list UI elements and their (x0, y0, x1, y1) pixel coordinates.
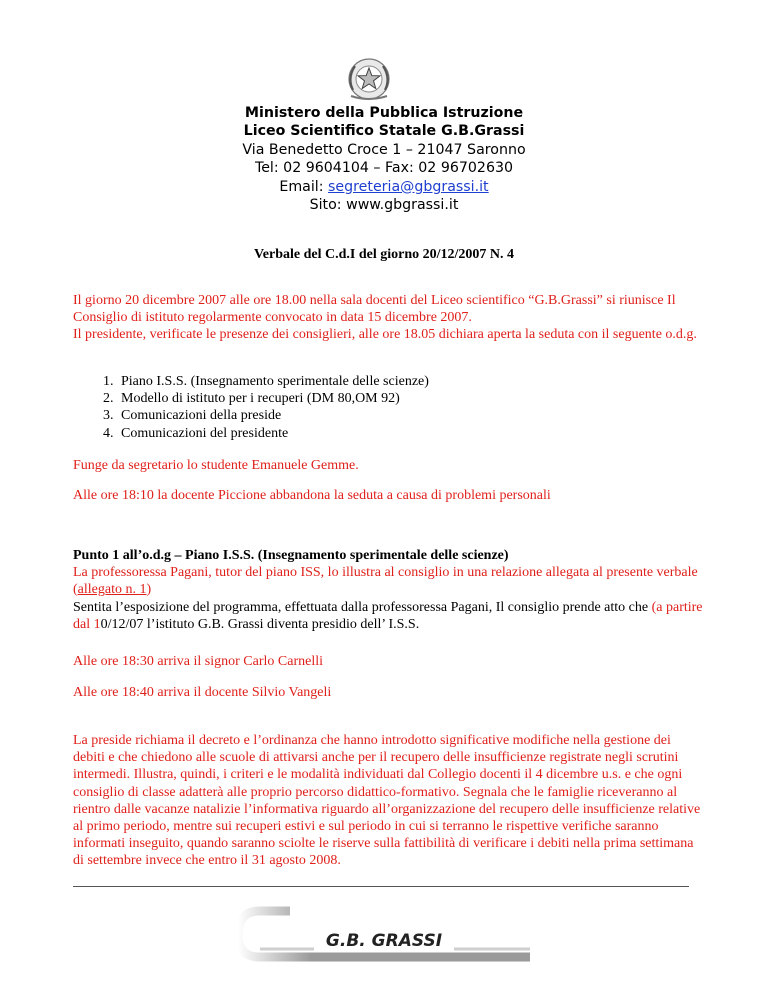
school-website: Sito: www.gbgrassi.it (309, 197, 459, 214)
footer-divider (73, 886, 689, 887)
attachment-link[interactable]: allegato n. 1 (77, 582, 147, 598)
agenda-item: 4. Comunicazioni del presidente (103, 425, 289, 441)
intro-paragraph (73, 292, 703, 344)
agenda-list (73, 373, 703, 442)
email-label: Email: (279, 178, 329, 195)
school-address: Via Benedetto Croce 1 – 21047 Saronno (242, 141, 526, 158)
gb-grassi-logo (230, 905, 536, 971)
school-name: Liceo Scientifico Statale G.B.Grassi (243, 123, 525, 140)
preside-paragraph: La preside richiama il decreto e l’ordinanza che hanno introdotto significative modifiche nella gestione dei debiti e che chiedono alle scuole di attivarsi anche per il recupero delle insufficienze registrate negli scrutini intermedi. Illustra, quindi, i criteri e le modalità individuati dal Collegio docenti il 4 dicembre u.s. e che ogni consiglio di classe adatterà alle proprio percorso didattico-formativo. Segnala che le famiglie riceveranno al rientro dalle vacanze natalizie l’informativa riguardo all’organizzazione del recupero delle insufficienze relative al primo periodo, mentre sui recuperi estivi e sul periodo in cui si terranno le rispettive verifiche saranno informati inseguito, quando saranno sciolte le riserve sulla fattibilità di verificare i debiti nella prima settimana di settembre invece che entro il 31 agosto 2008. (73, 733, 701, 869)
email-link[interactable]: segreteria@gbgrassi.it (328, 178, 489, 195)
school-email (0, 178, 768, 196)
arrival-note-carnelli: Alle ore 18:30 arriva il signor Carlo Carnelli (73, 654, 323, 669)
point-1-heading: Punto 1 all’o.d.g – Piano I.S.S. (Insegnamento sperimentale delle scienze) (73, 548, 509, 563)
school-letterhead (0, 104, 768, 214)
point-1-text-1: La professoressa Pagani, tutor del piano ISS, lo illustra al consiglio in una relazione allegata al presente verbale (allegato n. 1) (73, 565, 698, 598)
secretary-note: Funge da segretario lo studente Emanuele Gemme. (73, 458, 359, 473)
intro-sentence-2: Il presidente, verificate le presenze dei consiglieri, alle ore 18.05 dichiara aperta la seduta con il seguente o.d.g. (73, 327, 697, 343)
agenda-item: 3. Comunicazioni della preside (103, 408, 282, 424)
departure-note: Alle ore 18:10 la docente Piccione abbandona la seduta a causa di problemi personali (73, 488, 551, 503)
arrival-note-vangeli: Alle ore 18:40 arriva il docente Silvio Vangeli (73, 685, 332, 700)
italian-republic-emblem-icon (343, 56, 395, 102)
point-1-text-2: Sentita l’esposizione del programma, effettuata dalla professoressa Pagani, Il consiglio prende atto che (a partire dal 10/12/07 l’istituto G.B. Grassi diventa presidio dell’ I.S.S. (73, 599, 703, 632)
agenda-item: 2. Modello di istituto per i recuperi (DM 80,OM 92) (103, 391, 400, 407)
intro-sentence-1: Il giorno 20 dicembre 2007 alle ore 18.00 nella sala docenti del Liceo scientifico “G.B.Grassi” si riunisce Il Consiglio di istituto regolarmente convocato in data 15 dicembre 2007. (73, 293, 676, 326)
logo-text: G.B. GRASSI (325, 931, 443, 951)
school-phones: Tel: 02 9604104 – Fax: 02 96702630 (254, 160, 514, 177)
agenda-point-1-section (73, 547, 703, 633)
ministry-name: Ministero della Pubblica Istruzione (244, 105, 524, 121)
document-title: Verbale del C.d.I del giorno 20/12/2007 N. 4 (253, 247, 515, 262)
agenda-item: 1. Piano I.S.S. (Insegnamento sperimentale delle scienze) (103, 374, 429, 389)
